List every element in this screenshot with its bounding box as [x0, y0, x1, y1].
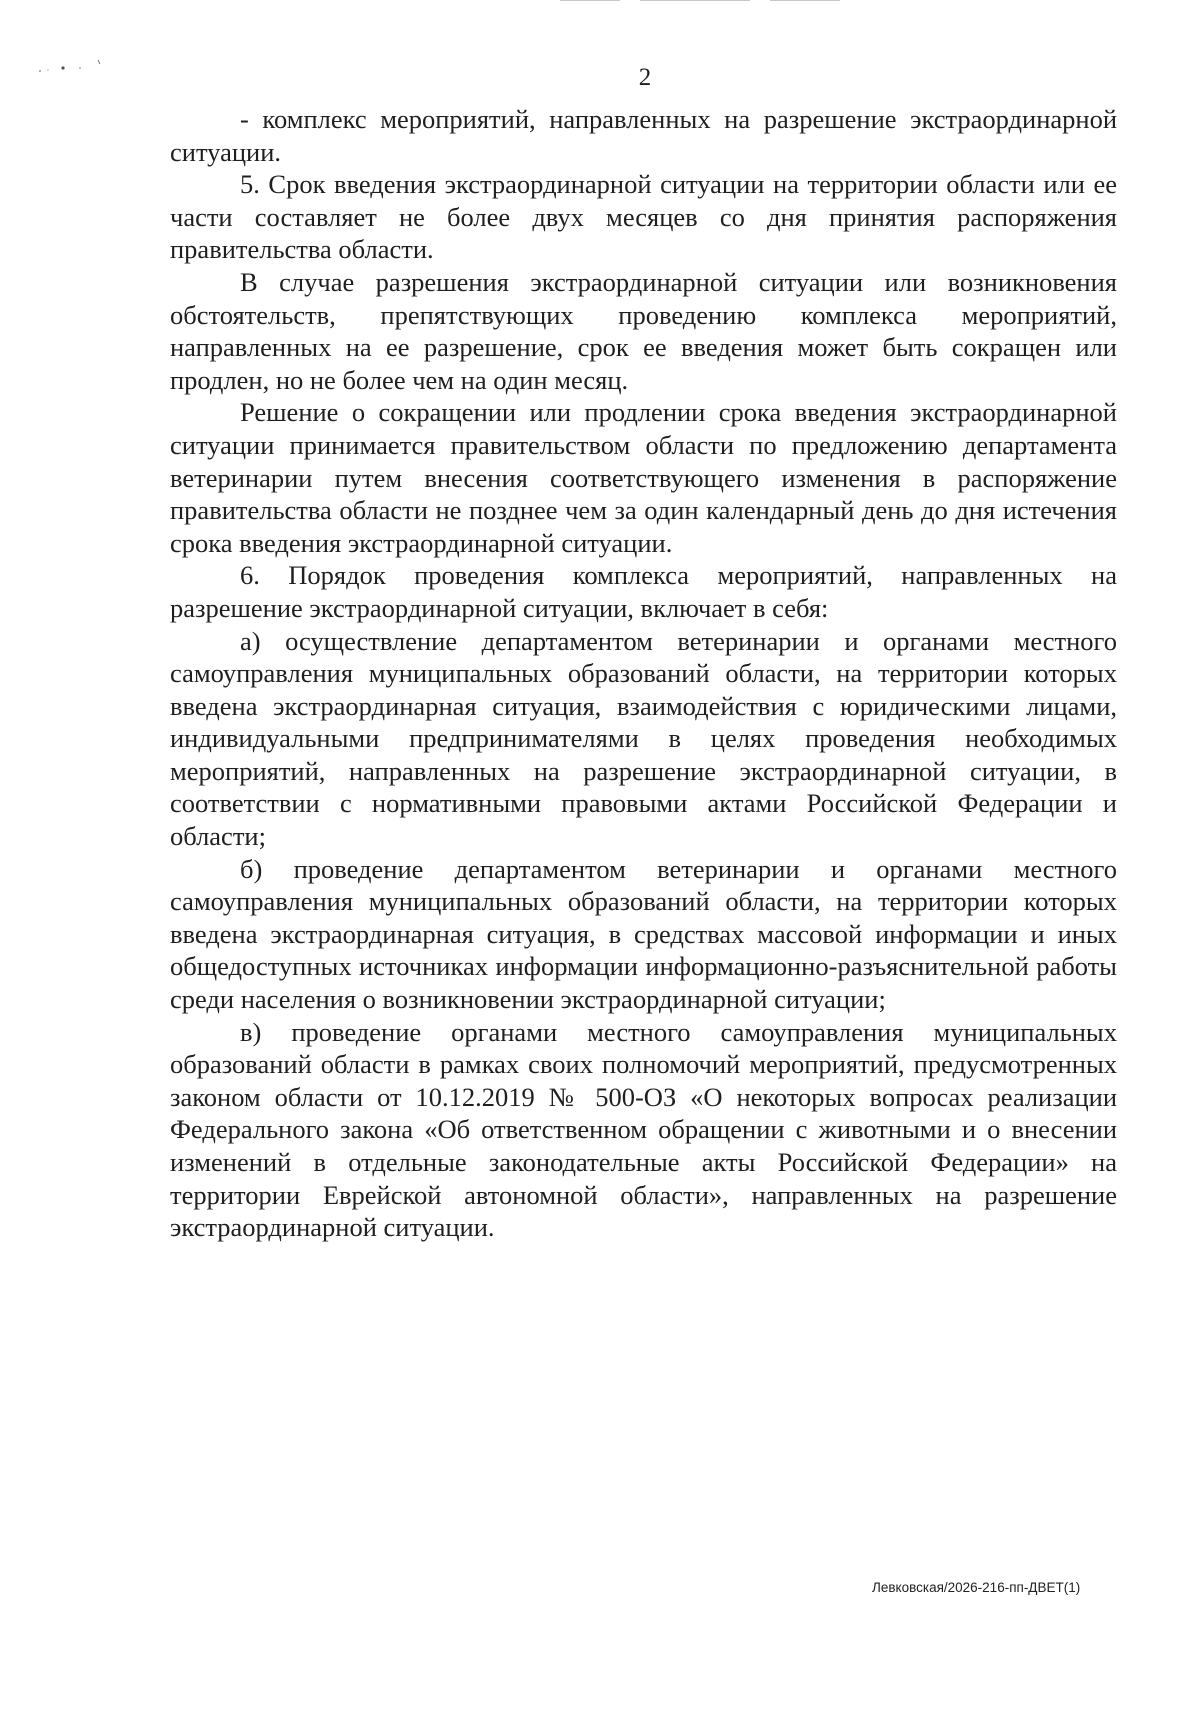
document-registration-code: Левковская/2026-216-пп-ДВЕТ(1): [872, 1580, 1081, 1595]
paragraph-subitem-v: в) проведение органами местного самоуправления муниципальных образований области в рамках своих полномочий мероприятий, предусмотренных законом области от 10.12.2019 № 500-ОЗ «О некоторых вопросах реализации Федерального закона «Об ответственном обращении с животными и о внесении изменений в отдельные законодательные акты Российской Федерации» на территории Еврейской автономной области», направленных на разрешение экстраординарной ситуации.: [170, 1016, 1117, 1243]
paragraph-decision: Решение о сокращении или продлении срока введения экстраординарной ситуации принимается правительством области по предложению департамента ветеринарии путем внесения соответствующего изменения в распоряжение правительства области не позднее чем за один календарный день до дня истечения срока введения экстраординарной ситуации.: [170, 397, 1117, 558]
paragraph-subitem-b: б) проведение департаментом ветеринарии и органами местного самоуправления муниципальных образований области, на территории которых введена экстраординарная ситуация, в средствах массовой информации и иных общедоступных источниках информации информационно-разъяснительной работы среди населения о возникновении экстраординарной ситуации;: [170, 853, 1117, 1015]
scan-artifact-line: [770, 0, 840, 1]
document-body: [170, 103, 1117, 1244]
paragraph-item-6: 6. Порядок проведения комплекса мероприятий, направленных на разрешение экстраординарной ситуации, включает в себя:: [170, 560, 1117, 623]
paragraph-measures-list-item: - комплекс мероприятий, направленных на разрешение экстраординарной ситуации.: [170, 104, 1117, 167]
paragraph-term-change: В случае разрешения экстраординарной ситуации или возникновения обстоятельств, препятствующих проведению комплекса мероприятий, направленных на ее разрешение, срок ее введения может быть сокращен или продлен, но не более чем на один месяц.: [170, 266, 1117, 395]
paragraph-item-5: 5. Срок введения экстраординарной ситуации на территории области или ее части составляет не более двух месяцев со дня принятия распоряжения правительства области.: [170, 169, 1117, 265]
scan-artifact-line: [560, 0, 620, 1]
page-number: 2: [638, 64, 652, 91]
scan-artifact-line: [640, 0, 750, 1]
paragraph-subitem-a: а) осуществление департаментом ветеринарии и органами местного самоуправления муниципальных образований области, на территории которых введена экстраординарная ситуация, взаимодействия с юридическими лицами, индивидуальными предпринимателями в целях проведения необходимых мероприятий, направленных на разрешение экстраординарной ситуации, в соответствии с нормативными правовыми актами Российской Федерации и области;: [170, 625, 1117, 852]
